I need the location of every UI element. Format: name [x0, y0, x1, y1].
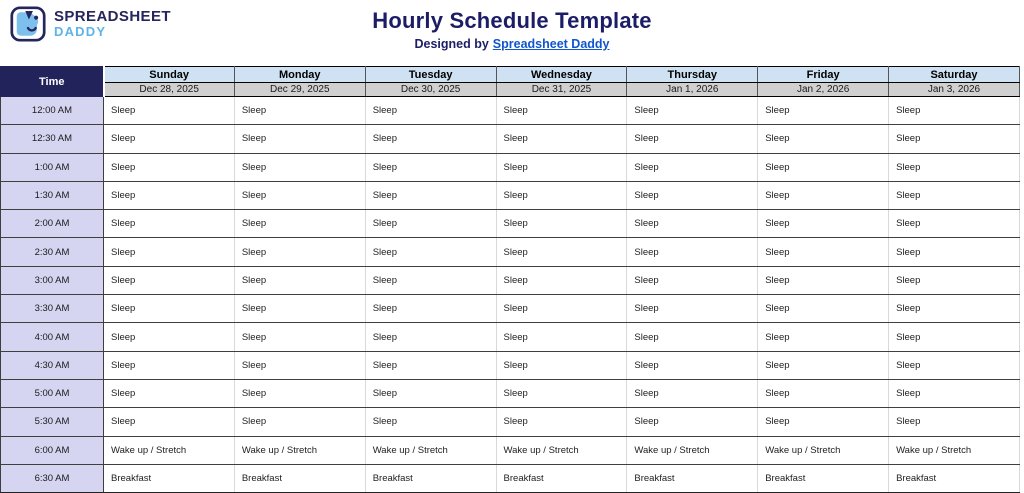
activity-cell-wednesday: Sleep [496, 125, 627, 153]
activity-cell-saturday: Sleep [889, 379, 1020, 407]
activity-cell-sunday: Sleep [104, 153, 235, 181]
schedule-row [1, 351, 1020, 379]
brand-name: SPREADSHEET [54, 8, 171, 26]
dog-logo-icon [10, 6, 46, 42]
activity-cell-friday: Sleep [758, 408, 889, 436]
activity-cell-tuesday: Sleep [365, 295, 496, 323]
activity-cell-wednesday: Sleep [496, 266, 627, 294]
activity-cell-friday: Sleep [758, 238, 889, 266]
activity-cell-sunday: Breakfast [104, 464, 235, 492]
activity-cell-friday: Sleep [758, 379, 889, 407]
activity-cell-wednesday: Sleep [496, 97, 627, 125]
date-cell-tuesday: Dec 30, 2025 [365, 83, 496, 97]
brand-logo[interactable] [10, 6, 171, 42]
activity-cell-saturday: Wake up / Stretch [889, 436, 1020, 464]
activity-cell-monday: Sleep [234, 323, 365, 351]
activity-cell-thursday: Breakfast [627, 464, 758, 492]
activity-cell-monday: Sleep [234, 97, 365, 125]
activity-cell-monday: Sleep [234, 408, 365, 436]
activity-cell-tuesday: Sleep [365, 181, 496, 209]
activity-cell-saturday: Sleep [889, 408, 1020, 436]
activity-cell-friday: Sleep [758, 153, 889, 181]
activity-cell-thursday: Sleep [627, 238, 758, 266]
activity-cell-sunday: Sleep [104, 323, 235, 351]
activity-cell-tuesday: Sleep [365, 266, 496, 294]
activity-cell-saturday: Sleep [889, 210, 1020, 238]
time-cell: 1:00 AM [1, 153, 104, 181]
activity-cell-saturday: Sleep [889, 125, 1020, 153]
activity-cell-tuesday: Sleep [365, 379, 496, 407]
activity-cell-monday: Sleep [234, 238, 365, 266]
activity-cell-wednesday: Wake up / Stretch [496, 436, 627, 464]
time-column-header: Time [1, 67, 104, 97]
activity-cell-friday: Sleep [758, 181, 889, 209]
brand-text [54, 9, 171, 38]
activity-cell-monday: Sleep [234, 379, 365, 407]
schedule-row [1, 295, 1020, 323]
activity-cell-saturday: Sleep [889, 238, 1020, 266]
day-header-wednesday: Wednesday [496, 67, 627, 83]
activity-cell-friday: Sleep [758, 295, 889, 323]
time-cell: 12:00 AM [1, 97, 104, 125]
activity-cell-tuesday: Sleep [365, 238, 496, 266]
activity-cell-thursday: Sleep [627, 408, 758, 436]
activity-cell-sunday: Sleep [104, 408, 235, 436]
activity-cell-sunday: Sleep [104, 97, 235, 125]
activity-cell-tuesday: Breakfast [365, 464, 496, 492]
activity-cell-wednesday: Sleep [496, 153, 627, 181]
time-cell: 4:00 AM [1, 323, 104, 351]
day-header-thursday: Thursday [627, 67, 758, 83]
time-cell: 6:00 AM [1, 436, 104, 464]
activity-cell-wednesday: Sleep [496, 181, 627, 209]
day-header-sunday: Sunday [104, 67, 235, 83]
day-header-row [1, 67, 1020, 83]
activity-cell-wednesday: Sleep [496, 238, 627, 266]
activity-cell-wednesday: Sleep [496, 379, 627, 407]
page-header [0, 0, 1024, 66]
activity-cell-tuesday: Sleep [365, 97, 496, 125]
activity-cell-tuesday: Sleep [365, 125, 496, 153]
activity-cell-monday: Breakfast [234, 464, 365, 492]
schedule-row [1, 436, 1020, 464]
activity-cell-thursday: Sleep [627, 266, 758, 294]
schedule-row [1, 181, 1020, 209]
activity-cell-saturday: Sleep [889, 323, 1020, 351]
spreadsheet-daddy-link[interactable]: Spreadsheet Daddy [492, 37, 610, 51]
activity-cell-thursday: Sleep [627, 153, 758, 181]
activity-cell-wednesday: Sleep [496, 408, 627, 436]
time-cell: 2:30 AM [1, 238, 104, 266]
activity-cell-monday: Wake up / Stretch [234, 436, 365, 464]
activity-cell-saturday: Sleep [889, 153, 1020, 181]
activity-cell-friday: Sleep [758, 97, 889, 125]
schedule-row [1, 125, 1020, 153]
schedule-row [1, 153, 1020, 181]
time-cell: 6:30 AM [1, 464, 104, 492]
activity-cell-tuesday: Sleep [365, 408, 496, 436]
activity-cell-thursday: Sleep [627, 323, 758, 351]
activity-cell-saturday: Sleep [889, 295, 1020, 323]
page-title: Hourly Schedule Template [372, 8, 652, 33]
date-row [1, 83, 1020, 97]
activity-cell-sunday: Sleep [104, 351, 235, 379]
activity-cell-saturday: Sleep [889, 181, 1020, 209]
activity-cell-friday: Wake up / Stretch [758, 436, 889, 464]
brand-subname: DADDY [54, 24, 107, 40]
activity-cell-thursday: Sleep [627, 210, 758, 238]
time-cell: 3:00 AM [1, 266, 104, 294]
activity-cell-monday: Sleep [234, 181, 365, 209]
activity-cell-sunday: Sleep [104, 125, 235, 153]
date-cell-saturday: Jan 3, 2026 [889, 83, 1020, 97]
schedule-row [1, 266, 1020, 294]
activity-cell-wednesday: Sleep [496, 323, 627, 351]
activity-cell-saturday: Sleep [889, 97, 1020, 125]
activity-cell-sunday: Sleep [104, 238, 235, 266]
day-header-monday: Monday [234, 67, 365, 83]
date-cell-monday: Dec 29, 2025 [234, 83, 365, 97]
time-cell: 12:30 AM [1, 125, 104, 153]
activity-cell-monday: Sleep [234, 153, 365, 181]
schedule-row [1, 97, 1020, 125]
activity-cell-tuesday: Sleep [365, 323, 496, 351]
activity-cell-friday: Sleep [758, 125, 889, 153]
activity-cell-thursday: Sleep [627, 97, 758, 125]
activity-cell-wednesday: Sleep [496, 210, 627, 238]
activity-cell-thursday: Sleep [627, 379, 758, 407]
activity-cell-monday: Sleep [234, 351, 365, 379]
date-cell-friday: Jan 2, 2026 [758, 83, 889, 97]
activity-cell-sunday: Sleep [104, 266, 235, 294]
activity-cell-monday: Sleep [234, 266, 365, 294]
activity-cell-sunday: Sleep [104, 181, 235, 209]
date-cell-thursday: Jan 1, 2026 [627, 83, 758, 97]
schedule-row [1, 210, 1020, 238]
activity-cell-sunday: Sleep [104, 295, 235, 323]
activity-cell-tuesday: Sleep [365, 153, 496, 181]
activity-cell-sunday: Sleep [104, 379, 235, 407]
activity-cell-friday: Sleep [758, 210, 889, 238]
subtitle-prefix: Designed by [414, 37, 489, 51]
time-cell: 1:30 AM [1, 181, 104, 209]
activity-cell-friday: Sleep [758, 351, 889, 379]
activity-cell-monday: Sleep [234, 295, 365, 323]
activity-cell-saturday: Breakfast [889, 464, 1020, 492]
date-cell-wednesday: Dec 31, 2025 [496, 83, 627, 97]
activity-cell-friday: Sleep [758, 266, 889, 294]
activity-cell-thursday: Sleep [627, 295, 758, 323]
activity-cell-wednesday: Sleep [496, 351, 627, 379]
time-cell: 5:00 AM [1, 379, 104, 407]
schedule-row [1, 238, 1020, 266]
activity-cell-saturday: Sleep [889, 351, 1020, 379]
activity-cell-friday: Breakfast [758, 464, 889, 492]
activity-cell-tuesday: Sleep [365, 351, 496, 379]
activity-cell-saturday: Sleep [889, 266, 1020, 294]
activity-cell-sunday: Wake up / Stretch [104, 436, 235, 464]
time-cell: 3:30 AM [1, 295, 104, 323]
schedule-row [1, 408, 1020, 436]
activity-cell-thursday: Sleep [627, 351, 758, 379]
activity-cell-friday: Sleep [758, 323, 889, 351]
day-header-tuesday: Tuesday [365, 67, 496, 83]
activity-cell-tuesday: Sleep [365, 210, 496, 238]
date-cell-sunday: Dec 28, 2025 [104, 83, 235, 97]
activity-cell-monday: Sleep [234, 125, 365, 153]
activity-cell-tuesday: Wake up / Stretch [365, 436, 496, 464]
activity-cell-wednesday: Sleep [496, 295, 627, 323]
time-cell: 2:00 AM [1, 210, 104, 238]
activity-cell-wednesday: Breakfast [496, 464, 627, 492]
activity-cell-thursday: Sleep [627, 181, 758, 209]
activity-cell-thursday: Sleep [627, 125, 758, 153]
activity-cell-monday: Sleep [234, 210, 365, 238]
activity-cell-thursday: Wake up / Stretch [627, 436, 758, 464]
time-cell: 5:30 AM [1, 408, 104, 436]
schedule-table [0, 66, 1020, 493]
activity-cell-sunday: Sleep [104, 210, 235, 238]
schedule-row [1, 464, 1020, 492]
schedule-row [1, 379, 1020, 407]
time-cell: 4:30 AM [1, 351, 104, 379]
schedule-row [1, 323, 1020, 351]
day-header-friday: Friday [758, 67, 889, 83]
day-header-saturday: Saturday [889, 67, 1020, 83]
